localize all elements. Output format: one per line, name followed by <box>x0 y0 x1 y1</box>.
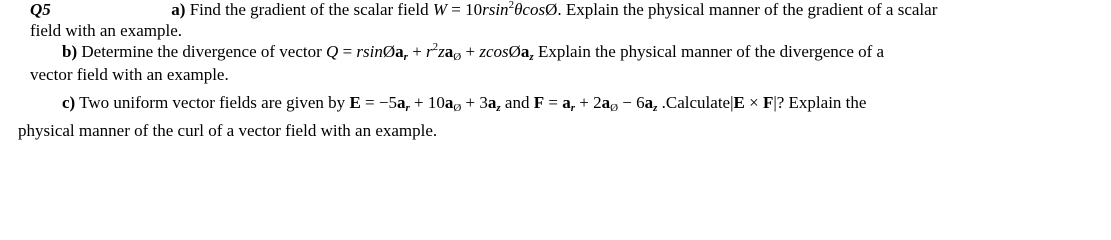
part-a-text-1: Find the gradient of the scalar field <box>189 0 429 19</box>
part-c-text-1: Two uniform vector fields are given by <box>79 93 346 112</box>
part-a-label: a) <box>171 0 186 19</box>
part-c-math-e: $E = -5a_r + 10a_Ø + 3a_z$ <box>349 93 501 114</box>
part-c-and: and <box>504 93 530 112</box>
part-b-line-2 <box>30 65 229 85</box>
part-a-math: W = 10rsin$^2$θcosØ <box>432 0 558 19</box>
part-c-cross: |E × F| <box>730 93 777 112</box>
part-c-text-3: physical manner of the curl of a vector field with an example. <box>18 121 438 140</box>
part-c-text-2: ? Explain the <box>776 93 867 112</box>
part-b-text-2: Explain the physical manner of the divergence of a <box>537 42 885 61</box>
part-c-calc: .Calculate <box>661 93 731 112</box>
part-b-text-3: vector field with an example. <box>30 65 229 84</box>
part-c-math-f: $F = a_r + 2a_Ø - 6a_z$ <box>533 93 658 114</box>
question-number: Q5 <box>30 0 51 19</box>
part-a-text-2: . Explain the physical manner of the gradient of a scalar <box>557 0 938 19</box>
part-b-text-1: Determine the divergence of vector <box>81 42 322 61</box>
part-c-label: c) <box>62 93 76 112</box>
part-a-line-1 <box>30 0 937 20</box>
part-b-line-1 <box>62 42 884 62</box>
part-a-line-2 <box>30 21 182 41</box>
part-b-math: Q = rsinØa$_r$ + $r^2za_Ø$ + zcosØa$_z$ <box>326 41 534 63</box>
part-a-text-3: field with an example. <box>30 21 183 40</box>
part-c-line-2 <box>18 121 437 141</box>
part-c-line-1 <box>62 93 866 113</box>
part-b-label: b) <box>62 42 78 61</box>
